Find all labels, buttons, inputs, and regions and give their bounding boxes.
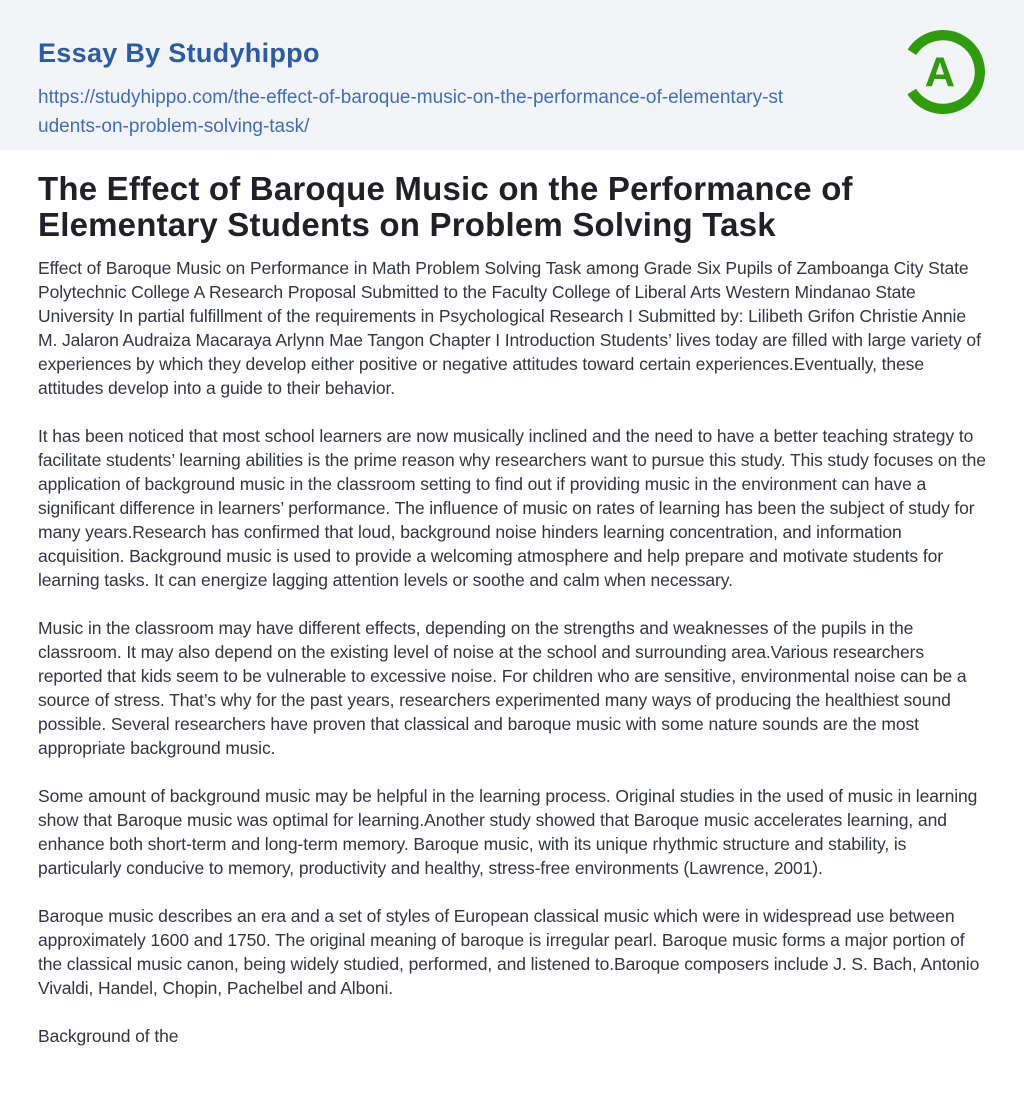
page-header — [0, 0, 1024, 150]
article-title: The Effect of Baroque Music on the Performance of Elementary Students on Problem Solving Task — [38, 170, 853, 243]
article-paragraph: It has been noticed that most school learners are now musically inclined and the need to have a better teaching strategy to facilitate students’ learning abilities is the prime reason why researchers want to pursue this study. This study focuses on the application of background music in the classroom setting to find out if providing music in the environment can have a significant difference in learners’ performance. The influence of music on rates of learning has been the subject of study for many years.Research has confirmed that loud, background noise hinders learning concentration, and information acquisition. Background music is used to provide a welcoming atmosphere and help prepare and motivate students for learning tasks. It can energize lagging attention levels or soothe and calm when necessary. — [38, 426, 986, 590]
article-paragraph: Music in the classroom may have different effects, depending on the strengths and weaknesses of the pupils in the classroom. It may also depend on the existing level of noise at the school and surrounding area.Various researchers reported that kids seem to be vulnerable to excessive noise. For children who are sensitive, environmental noise can be a source of stress. That’s why for the past years, researchers experimented many ways of producing the healthiest sound possible. Several researchers have proven that classical and baroque music with some nature sounds are the most appropriate background music. — [38, 618, 967, 758]
article-paragraph: Baroque music describes an era and a set of styles of European classical music which were in widespread use between approximately 1600 and 1750. The original meaning of baroque is irregular pearl. Baroque music forms a major portion of the classical music canon, being widely studied, performed, and listened to.Baroque composers include J. S. Bach, Antonio Vivaldi, Handel, Chopin, Pachelbel and Alboni. — [38, 906, 980, 998]
article-body — [38, 256, 986, 1048]
article-paragraph: Background of the — [38, 1026, 179, 1046]
logo-ring-icon — [899, 28, 987, 116]
logo-letter: A — [924, 48, 956, 96]
article — [0, 150, 1024, 1048]
article-url-link[interactable]: https://studyhippo.com/the-effect-of-baroque-music-on-the-performance-of-elementary-students-on-problem-solving-task/ — [38, 87, 784, 137]
article-paragraph: Some amount of background music may be helpful in the learning process. Original studies in the used of music in learning show that Baroque music was optimal for learning.Another study showed that Baroque music accelerates learning, and enhance both short-term and long-term memory. Baroque music, with its unique rhythmic structure and stability, is particularly conducive to memory, productivity and healthy, stress-free environments (Lawrence, 2001). — [38, 786, 978, 878]
site-title: Essay By Studyhippo — [38, 38, 320, 68]
studyhippo-logo-icon — [899, 28, 987, 116]
article-paragraph: Effect of Baroque Music on Performance in Math Problem Solving Task among Grade Six Pupils of Zamboanga City State Polytechnic College A Research Proposal Submitted to the Faculty College of Liberal Arts Western Mindanao State University In partial fulfillment of the requirements in Psychological Research I Submitted by: Lilibeth Grifon Christie Annie M. Jalaron Audraiza Macaraya Arlynn Mae Tangon Chapter I Introduction Students’ lives today are filled with large variety of experiences by which they develop either positive or negative attitudes toward certain experiences.Eventually, these attitudes develop into a guide to their behavior. — [38, 258, 981, 398]
